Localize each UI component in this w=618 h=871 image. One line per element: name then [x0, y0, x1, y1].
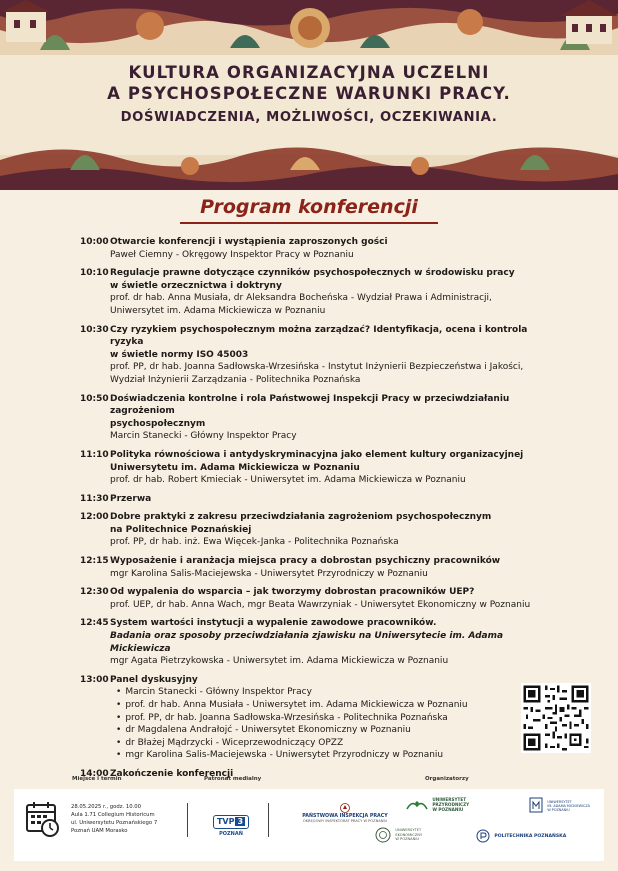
- program-heading: Program konferencji: [200, 196, 418, 218]
- agenda-item: [80, 674, 540, 762]
- agenda-title: System wartości instytucji a wypalenie zawodowe pracowników.: [110, 618, 437, 629]
- place-label: Miejsce i termin: [72, 776, 122, 782]
- agenda-speaker: prof. dr hab. Robert Kmieciak - Uniwersytet im. Adama Mickiewicza w Poznaniu: [110, 475, 466, 486]
- eagle-emblem-icon: [340, 803, 350, 813]
- leaf-emblem-icon: [406, 799, 428, 811]
- uam-emblem-icon: [529, 797, 543, 815]
- tvp-channel: 3: [237, 817, 244, 826]
- pp-emblem-icon: [476, 829, 490, 843]
- pp-name: POLITECHNIKA POZNAŃSKA: [494, 833, 567, 839]
- agenda-time: 10:10: [80, 268, 109, 279]
- agenda-time: 10:30: [80, 324, 109, 335]
- conference-title-block: [0, 62, 618, 154]
- panel-member: • dr Magdalena Andrałojć - Uniwersytet Ekonomiczny w Poznaniu: [116, 724, 540, 737]
- event-place-date: [71, 803, 157, 835]
- agenda-title: Otwarcie konferencji i wystąpienia zaproszonych gości: [110, 237, 388, 247]
- agenda-item: [80, 493, 540, 506]
- agenda-speaker: Marcin Stanecki - Główny Inspektor Pracy: [110, 431, 297, 442]
- panel-member: • prof. PP, dr hab. Joanna Sadłowska-Wrzesińska - Politechnika Poznańska: [116, 712, 540, 725]
- agenda-time: 12:30: [80, 587, 109, 598]
- uam-line2: IM. ADAMA MICKIEWICZA: [547, 803, 590, 808]
- agenda-item: [80, 267, 540, 317]
- uam-line1: UNIWERSYTET: [547, 799, 572, 804]
- agenda-time: 12:00: [80, 512, 109, 523]
- panel-member: • Marcin Stanecki - Główny Inspektor Pracy: [116, 686, 540, 699]
- agenda-title: Od wypalenia do wsparcia – jak tworzymy dobrostan pracowników UEP?: [110, 587, 475, 598]
- conference-title-line1: KULTURA ORGANIZACYJNA UCZELNI: [128, 63, 490, 82]
- agenda-item: [80, 586, 540, 611]
- pip-logo: [299, 803, 391, 824]
- agenda-time: 10:50: [80, 393, 109, 404]
- agenda-item: [80, 617, 540, 667]
- agenda-subtitle: Badania oraz sposoby przeciwdziałania zjawisku na Uniwersytecie im. Adama Mickiewicza: [110, 631, 504, 654]
- agenda-title: Uniwersytetu im. Adama Mickiewicza w Poznaniu: [110, 462, 360, 473]
- agenda-title: psychospołecznym: [110, 418, 206, 429]
- agenda-time: 14:00: [80, 768, 109, 779]
- agenda-item: [80, 511, 540, 549]
- agenda-time: 10:00: [80, 237, 109, 247]
- agenda-item: [80, 236, 540, 261]
- tvp3-poznan-logo: [210, 809, 252, 837]
- agenda-item: [80, 555, 540, 580]
- agenda-speaker: prof. dr hab. Anna Musiała, dr Aleksandra Bocheńska - Wydział Prawa i Administracji,: [110, 293, 492, 304]
- footer: [14, 789, 604, 861]
- agenda-title: Dobre praktyki z zakresu przeciwdziałania zagrożeniom psychospołecznym: [110, 512, 492, 523]
- event-street: ul. Uniwersytetu Poznańskiego 7: [71, 820, 158, 826]
- agenda-item: [80, 324, 540, 387]
- panel-member: • mgr Karolina Salis-Maciejewska - Uniwersytet Przyrodniczy w Poznaniu: [116, 749, 540, 762]
- heading-underline: [180, 222, 438, 224]
- event-room: Aula 1.71 Collegium Historicum: [71, 812, 155, 818]
- agenda-time: 11:30: [80, 493, 109, 504]
- tvp-text: TVP: [216, 817, 235, 826]
- panel-member: • dr Błażej Mądrzycki - Wiceprzewodniczący OPZZ: [116, 737, 540, 750]
- calendar-clock-icon: [26, 801, 60, 837]
- uep-line1: UNIWERSYTET: [395, 828, 422, 833]
- pip-subname: OKRĘGOWY INSPEKTORAT PRACY W POZNANIU: [302, 819, 388, 823]
- agenda-title: Panel dyskusyjny: [110, 674, 198, 685]
- uep-line3: W POZNANIU: [395, 837, 420, 842]
- agenda-speaker: prof. PP, dr hab. Joanna Sadłowska-Wrzesińska - Instytut Inżynierii Bezpieczeństwa i Jakości,: [110, 362, 524, 373]
- agenda-speaker: Wydział Inżynierii Zarządzania - Politechnika Poznańska: [110, 374, 361, 385]
- panel-members: [116, 686, 540, 762]
- conference-subtitle: DOŚWIADCZENIA, MOŻLIWOŚCI, OCZEKIWANIA.: [120, 110, 498, 125]
- agenda-title: w świetle orzecznictwa i doktryny: [110, 280, 282, 291]
- up-line3: W POZNANIU: [432, 807, 464, 812]
- uep-line2: EKONOMICZNY: [395, 832, 423, 837]
- uep-seal-icon: [375, 827, 391, 843]
- conference-title-line2: A PSYCHOSPOŁECZNE WARUNKI PRACY.: [107, 84, 511, 103]
- uam-logo: [529, 797, 590, 815]
- agenda-title: Doświadczenia kontrolne i rola Państwowej Inspekcji Pracy w przeciwdziałaniu zagrożeniom: [110, 393, 510, 417]
- agenda-title: Przerwa: [110, 493, 152, 504]
- footer-divider: [187, 803, 188, 837]
- agenda-title: Zakończenie konferencji: [110, 768, 234, 779]
- up-line1: UNIWERSYTET: [432, 797, 467, 802]
- panel-member: • prof. dr hab. Anna Musiała - Uniwersytet im. Adama Mickiewicza w Poznaniu: [116, 699, 540, 712]
- event-campus: Poznań UAM Morasko: [71, 828, 128, 834]
- organizers-label: Organizatorzy: [425, 776, 469, 782]
- agenda-time: 12:15: [80, 556, 109, 567]
- up-poznan-logo: [406, 797, 469, 812]
- footer-divider: [268, 803, 269, 837]
- agenda-speaker: prof. PP, dr hab. inż. Ewa Więcek-Janka - Politechnika Poznańska: [110, 537, 399, 548]
- agenda-speaker: Uniwersytet im. Adama Mickiewicza w Poznaniu: [110, 305, 326, 316]
- agenda-title: Wyposażenie i aranżacja miejsca pracy a dobrostan psychiczny pracowników: [110, 556, 501, 567]
- uep-logo: [375, 827, 422, 843]
- agenda-title: Czy ryzykiem psychospołecznym można zarządzać? Identyfikacja, ocena i kontrola ryzyka: [110, 324, 528, 348]
- agenda-speaker: Paweł Ciemny - Okręgowy Inspektor Pracy w Poznaniu: [110, 249, 354, 260]
- agenda: [80, 236, 540, 781]
- up-line2: PRZYRODNICZY: [432, 802, 470, 807]
- agenda-time: 13:00: [80, 674, 109, 685]
- qr-code[interactable]: [521, 683, 591, 753]
- agenda-title: w świetle normy ISO 45003: [110, 349, 249, 360]
- pp-logo: [476, 829, 566, 843]
- patronage-label: Patronat medialny: [204, 776, 262, 782]
- agenda-speaker: mgr Karolina Salis-Maciejewska - Uniwersytet Przyrodniczy w Poznaniu: [110, 568, 428, 579]
- tvp-city: POZNAŃ: [219, 831, 243, 837]
- event-date: 28.05.2025 r., godz. 10.00: [71, 804, 142, 810]
- footer-labels: [0, 776, 618, 786]
- uam-line3: W POZNANIU: [547, 808, 570, 813]
- agenda-speaker: mgr Agata Pietrzykowska - Uniwersytet im. Adama Mickiewicza w Poznaniu: [110, 656, 449, 667]
- agenda-item: [80, 393, 540, 443]
- agenda-speaker: prof. UEP, dr hab. Anna Wach, mgr Beata Wawrzyniak - Uniwersytet Ekonomiczny w Poznaniu: [110, 599, 531, 610]
- pip-name: PAŃSTWOWA INSPEKCJA PRACY: [302, 814, 388, 819]
- header-banner: [0, 0, 618, 190]
- agenda-title: Regulacje prawne dotyczące czynników psychospołecznych w środowisku pracy: [110, 268, 515, 279]
- agenda-title: Polityka równościowa i antydyskryminacyjna jako element kultury organizacyjnej: [110, 449, 524, 460]
- agenda-time: 11:10: [80, 449, 109, 460]
- agenda-time: 12:45: [80, 618, 109, 629]
- agenda-item: [80, 449, 540, 487]
- agenda-title: na Politechnice Poznańskiej: [110, 524, 252, 535]
